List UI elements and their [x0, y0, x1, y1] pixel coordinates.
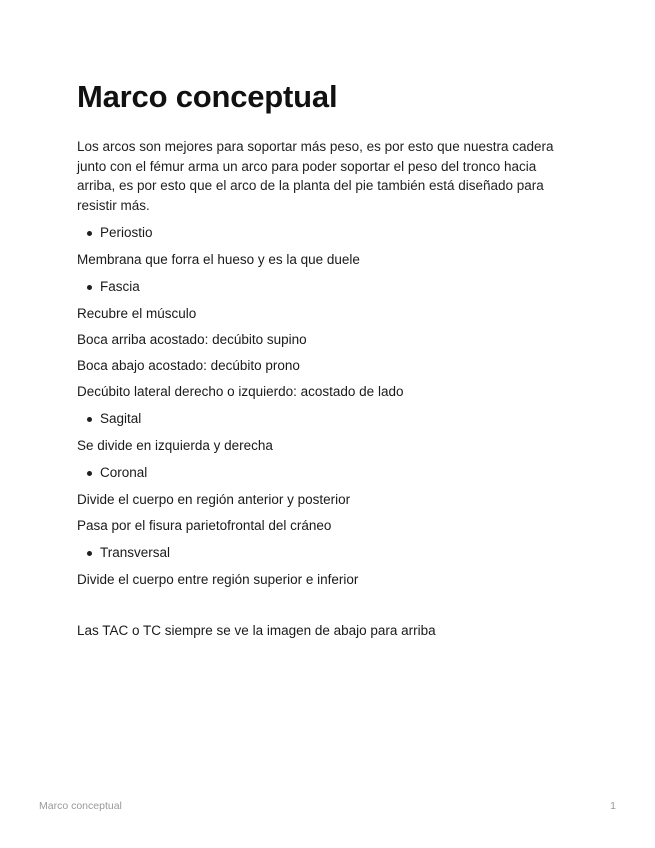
bullet-item-periostio: Periostio	[100, 224, 577, 242]
intro-paragraph: Los arcos son mejores para soportar más peso, es por esto que nuestra cadera junto con el fémur arma un arco para poder soportar el peso del tronco hacia arriba, es por esto que el arco de la planta del pie también está diseñado para resistir más.	[77, 139, 554, 213]
footer-page-number: 1	[610, 800, 616, 812]
bullet-item-coronal: Coronal	[100, 464, 577, 482]
footer-doc-name: Marco conceptual	[39, 800, 122, 812]
document-page	[77, 78, 577, 640]
page-title: Marco conceptual	[77, 79, 338, 114]
bullet-list	[77, 224, 577, 242]
text-line: Boca abajo acostado: decúbito prono	[77, 358, 300, 373]
text-line: Divide el cuerpo entre región superior e inferior	[77, 572, 359, 587]
bullet-item-fascia: Fascia	[100, 278, 577, 296]
bullet-list	[77, 544, 577, 562]
bullet-item-sagital: Sagital	[100, 410, 577, 428]
bullet-list	[77, 278, 577, 296]
text-line: Boca arriba acostado: decúbito supino	[77, 332, 307, 347]
text-line: Se divide en izquierda y derecha	[77, 438, 273, 453]
text-line: Decúbito lateral derecho o izquierdo: acostado de lado	[77, 384, 404, 399]
text-line: Membrana que forra el hueso y es la que duele	[77, 252, 360, 267]
text-line: Las TAC o TC siempre se ve la imagen de abajo para arriba	[77, 623, 436, 638]
bullet-list	[77, 410, 577, 428]
text-line: Recubre el músculo	[77, 306, 197, 321]
text-line: Divide el cuerpo en región anterior y posterior	[77, 492, 351, 507]
text-line: Pasa por el fisura parietofrontal del cráneo	[77, 518, 332, 533]
bullet-list	[77, 464, 577, 482]
bullet-item-transversal: Transversal	[100, 544, 577, 562]
